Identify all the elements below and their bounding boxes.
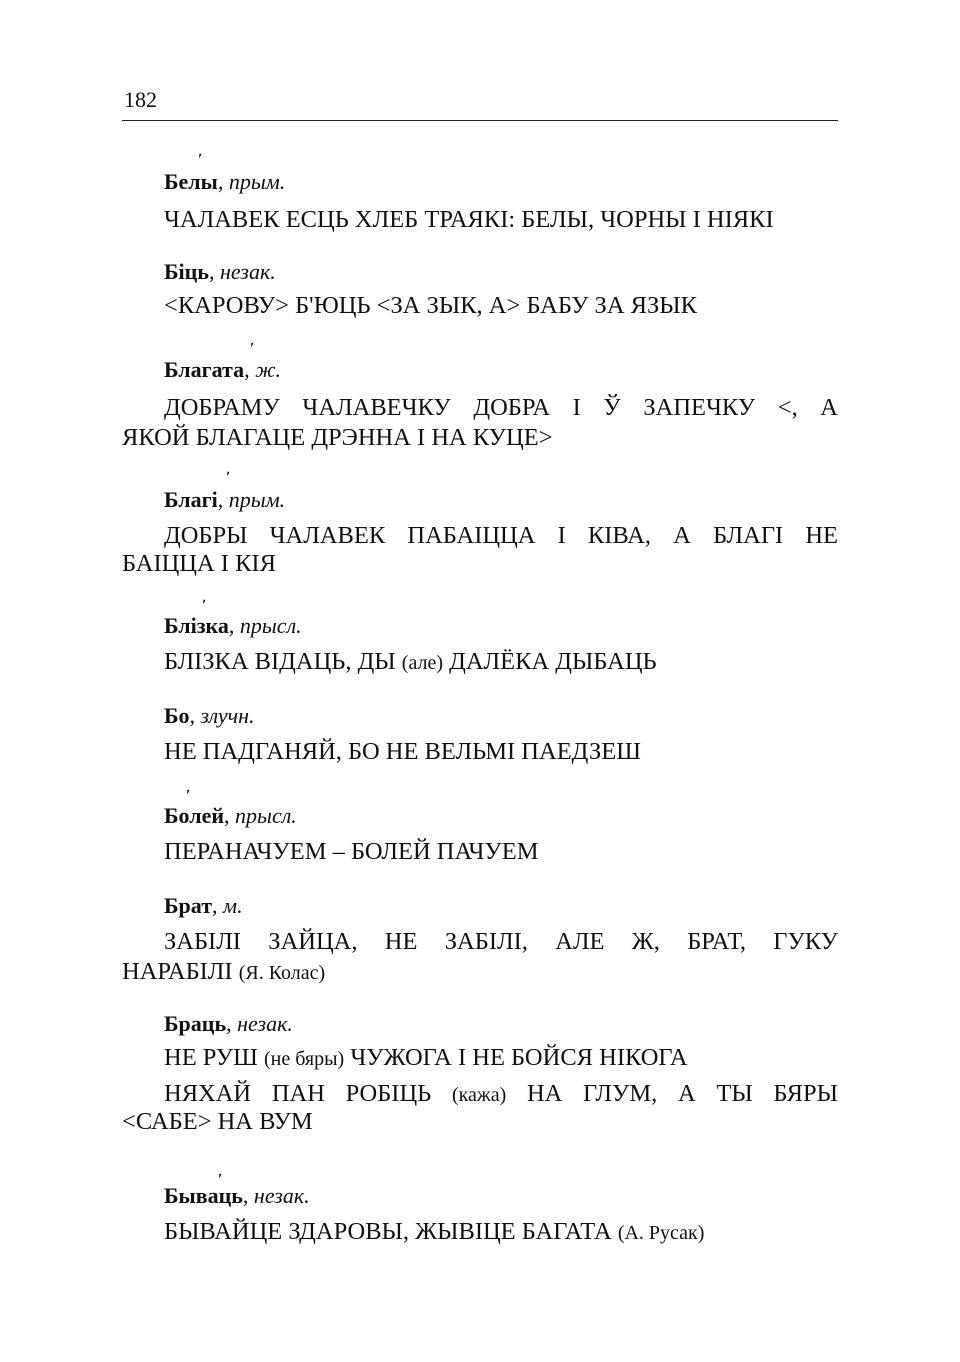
proverb-line: <КАРОВУ> Б'ЮЦЬ <ЗА ЗЫК, А> БАБУ ЗА ЯЗЫК — [164, 292, 697, 319]
stress-mark: ʹ — [226, 469, 231, 486]
part-of-speech: незак. — [237, 1011, 293, 1036]
proverb-line: НЕ РУШ (не бяры) ЧУЖОГА І НЕ БОЙСЯ НІКОГА — [164, 1044, 688, 1071]
headword: Болей — [164, 803, 225, 828]
proverb-line: ЗАБІЛІ ЗАЙЦА, НЕ ЗАБІЛІ, АЛЕ Ж, БРАТ, ГУКУ — [164, 928, 838, 955]
entry-heading: Благі, прым. — [164, 487, 286, 512]
headword: Белы — [164, 169, 218, 194]
part-of-speech: прым. — [228, 487, 286, 512]
part-of-speech: м. — [223, 893, 243, 918]
proverb-line: ПЕРАНАЧУЕМ – БОЛЕЙ ПАЧУЕМ — [164, 838, 539, 865]
proverb-line: БЫВАЙЦЕ ЗДАРОВЫ, ЖЫВІЦЕ БАГАТА (А. Русак) — [164, 1218, 705, 1245]
proverb-line: ДОБРЫ ЧАЛАВЕК ПАБАІЦЦА І КІВА, А БЛАГІ НЕ — [164, 522, 838, 549]
proverb-line: БАІЦЦА І КІЯ — [122, 550, 276, 577]
part-of-speech: прысл. — [235, 803, 297, 828]
page-number: 182 — [124, 87, 157, 112]
proverb-line: НЯХАЙ ПАН РОБІЦЬ (кажа) НА ГЛУМ, А ТЫ БЯРЫ — [164, 1080, 838, 1107]
part-of-speech: незак. — [219, 259, 276, 284]
proverb-line: ЧАЛАВЕК ЕСЦЬ ХЛЕБ ТРАЯКІ: БЕЛЫ, ЧОРНЫ І НІЯКІ — [164, 206, 774, 233]
part-of-speech: незак. — [253, 1183, 310, 1208]
proverb-line: ДОБРАМУ ЧАЛАВЕЧКУ ДОБРА І Ў ЗАПЕЧКУ <, А — [164, 394, 838, 421]
entry-heading: Біць, незак. — [164, 259, 276, 284]
proverb-line: <САБЕ> НА ВУМ — [122, 1108, 313, 1135]
proverb-line: НЕ ПАДГАНЯЙ, БО НЕ ВЕЛЬМІ ПАЕДЗЕШ — [164, 738, 641, 765]
proverb-line: ЯКОЙ БЛАГАЦЕ ДРЭННА І НА КУЦЕ> — [122, 424, 553, 451]
headword: Бываць — [164, 1183, 243, 1208]
part-of-speech: прым. — [228, 169, 286, 194]
proverb-line: БЛІЗКА ВІДАЦЬ, ДЫ (але) ДАЛЁКА ДЫБАЦЬ — [164, 648, 657, 675]
stress-mark: ʹ — [198, 151, 203, 168]
proverb-line: НАРАБІЛІ (Я. Колас) — [122, 958, 326, 985]
entry-heading: Бо, злучн. — [164, 703, 255, 728]
part-of-speech: злучн. — [200, 703, 255, 728]
entry-heading: Бываць, незак. — [164, 1183, 310, 1208]
part-of-speech: прысл. — [239, 613, 302, 638]
stress-mark: ʹ — [186, 787, 191, 804]
headword: Біць — [164, 259, 209, 284]
headword: Благата — [164, 357, 245, 382]
headword: Бо — [164, 703, 190, 728]
stress-mark: ʹ — [202, 597, 207, 614]
stress-mark: ʹ — [250, 340, 255, 357]
entry-heading: Брат, м. — [164, 893, 243, 918]
headword: Брат — [164, 893, 213, 918]
entry-heading: Болей, прысл. — [164, 803, 297, 828]
stress-mark: ʹ — [218, 1171, 223, 1188]
headword: Блізка — [164, 613, 229, 638]
part-of-speech: ж. — [255, 357, 282, 382]
entry-heading: Благата, ж. — [164, 357, 282, 382]
entry-heading: Браць, незак. — [164, 1011, 293, 1036]
header-rule — [122, 120, 838, 121]
entry-heading: Белы, прым. — [164, 169, 286, 194]
entry-heading: Блізка, прысл. — [164, 613, 302, 638]
headword: Благі — [164, 487, 218, 512]
headword: Браць — [164, 1011, 227, 1036]
